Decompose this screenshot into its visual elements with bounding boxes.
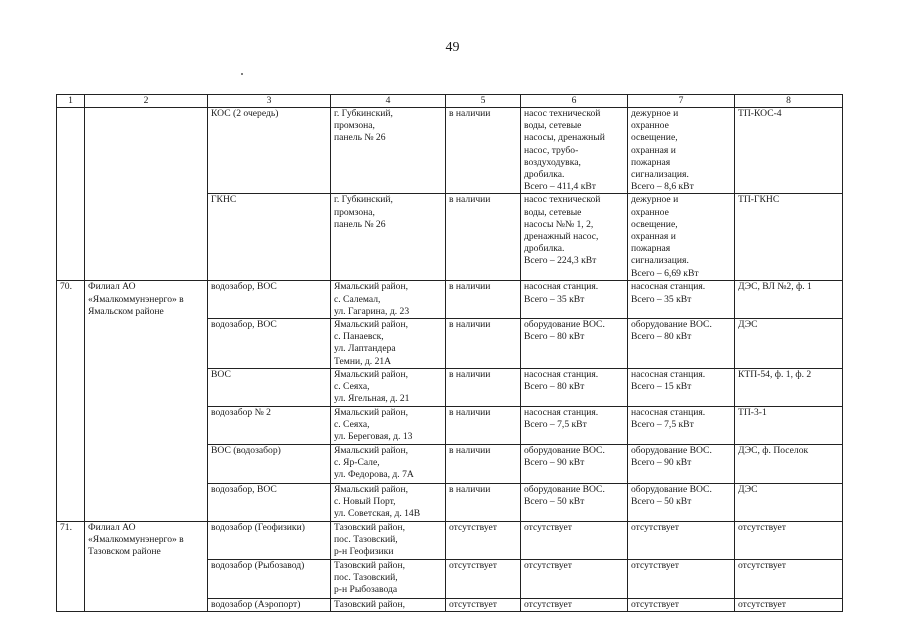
availability-cell: в наличии <box>446 407 521 445</box>
equipment-cell: насос технической воды, сетевые насосы №№ 1, 2, дренажный насос, дробилка. Всего – 224,3 кВт <box>521 194 628 281</box>
equipment-cell: насосная станция. Всего – 80 кВт <box>521 369 628 407</box>
column-number: 1 <box>57 95 85 108</box>
organization-cell: Филиал АО «Ямалкоммунэнерго» в Тазовском районе <box>85 522 208 612</box>
facility-cell: КОС (2 очередь) <box>208 108 331 194</box>
reserve-equipment-cell: насосная станция. Всего – 15 кВт <box>628 369 735 407</box>
reserve-equipment-cell: оборудование ВОС. Всего – 50 кВт <box>628 484 735 522</box>
power-source-cell: отсутствует <box>735 599 843 612</box>
reserve-equipment-cell: оборудование ВОС. Всего – 80 кВт <box>628 319 735 369</box>
address-cell: Тазовский район, пос. Тазовский, р-н Рыбозавода <box>331 560 446 599</box>
availability-cell: в наличии <box>446 484 521 522</box>
data-table <box>56 94 843 612</box>
page-number: 49 <box>445 40 460 55</box>
table-row <box>57 108 843 194</box>
column-number: 2 <box>85 95 208 108</box>
availability-cell: в наличии <box>446 445 521 484</box>
power-source-cell: КТП-54, ф. 1, ф. 2 <box>735 369 843 407</box>
availability-cell: в наличии <box>446 108 521 194</box>
equipment-cell: насосная станция. Всего – 35 кВт <box>521 281 628 319</box>
facility-cell: водозабор, ВОС <box>208 319 331 369</box>
address-cell: г. Губкинский, промзона, панель № 26 <box>331 194 446 281</box>
power-source-cell: ТП-КОС-4 <box>735 108 843 194</box>
power-source-cell: ТП-ГКНС <box>735 194 843 281</box>
availability-cell: отсутствует <box>446 560 521 599</box>
address-cell: Тазовский район, пос. Тазовский, р-н Геофизики <box>331 522 446 560</box>
facility-cell: ГКНС <box>208 194 331 281</box>
power-source-cell: отсутствует <box>735 560 843 599</box>
facility-cell: водозабор (Рыбозавод) <box>208 560 331 599</box>
equipment-cell: отсутствует <box>521 599 628 612</box>
facility-cell: водозабор (Геофизики) <box>208 522 331 560</box>
facility-cell: водозабор, ВОС <box>208 281 331 319</box>
reserve-equipment-cell: отсутствует <box>628 560 735 599</box>
facility-cell: водозабор (Аэропорт) <box>208 599 331 612</box>
availability-cell: в наличии <box>446 319 521 369</box>
power-source-cell: ТП-3-1 <box>735 407 843 445</box>
availability-cell: в наличии <box>446 369 521 407</box>
address-cell: Ямальский район, с. Новый Порт, ул. Советская, д. 14В <box>331 484 446 522</box>
organization-cell <box>85 108 208 281</box>
power-source-cell: ДЭС, ф. Поселок <box>735 445 843 484</box>
availability-cell: в наличии <box>446 194 521 281</box>
reserve-equipment-cell: оборудование ВОС. Всего – 90 кВт <box>628 445 735 484</box>
facility-cell: водозабор № 2 <box>208 407 331 445</box>
reserve-equipment-cell: дежурное и охранное освещение, охранная и пожарная сигнализация. Всего – 6,69 кВт <box>628 194 735 281</box>
availability-cell: в наличии <box>446 281 521 319</box>
address-cell: Ямальский район, с. Сеяха, ул. Береговая, д. 13 <box>331 407 446 445</box>
column-number: 5 <box>446 95 521 108</box>
reserve-equipment-cell: насосная станция. Всего – 7,5 кВт <box>628 407 735 445</box>
equipment-cell: отсутствует <box>521 522 628 560</box>
item-number <box>57 108 85 281</box>
power-source-cell: ДЭС, ВЛ №2, ф. 1 <box>735 281 843 319</box>
table-header <box>57 95 843 108</box>
facility-cell: водозабор, ВОС <box>208 484 331 522</box>
organization-cell: Филиал АО «Ямалкоммунэнерго» в Ямальском районе <box>85 281 208 522</box>
power-source-cell: отсутствует <box>735 522 843 560</box>
table-row <box>57 522 843 560</box>
table-row <box>57 281 843 319</box>
reserve-equipment-cell: насосная станция. Всего – 35 кВт <box>628 281 735 319</box>
column-number: 8 <box>735 95 843 108</box>
equipment-cell: оборудование ВОС. Всего – 90 кВт <box>521 445 628 484</box>
item-number: 71. <box>57 522 85 612</box>
address-cell: Тазовский район, <box>331 599 446 612</box>
equipment-cell: отсутствует <box>521 560 628 599</box>
column-number: 3 <box>208 95 331 108</box>
power-source-cell: ДЭС <box>735 484 843 522</box>
address-cell: г. Губкинский, промзона, панель № 26 <box>331 108 446 194</box>
equipment-cell: оборудование ВОС. Всего – 80 кВт <box>521 319 628 369</box>
column-number: 6 <box>521 95 628 108</box>
address-cell: Ямальский район, с. Салемал, ул. Гагарина, д. 23 <box>331 281 446 319</box>
equipment-cell: насос технической воды, сетевые насосы, дренажный насос, трубо- воздуходувка, дробилка. Всего – 411,4 кВт <box>521 108 628 194</box>
facility-cell: ВОС (водозабор) <box>208 445 331 484</box>
table-body <box>57 108 843 612</box>
address-cell: Ямальский район, с. Сеяха, ул. Ягельная, д. 21 <box>331 369 446 407</box>
item-number: 70. <box>57 281 85 522</box>
availability-cell: отсутствует <box>446 522 521 560</box>
reserve-equipment-cell: отсутствует <box>628 599 735 612</box>
reserve-equipment-cell: дежурное и охранное освещение, охранная и пожарная сигнализация. Всего – 8,6 кВт <box>628 108 735 194</box>
equipment-cell: оборудование ВОС. Всего – 50 кВт <box>521 484 628 522</box>
column-number: 4 <box>331 95 446 108</box>
reserve-equipment-cell: отсутствует <box>628 522 735 560</box>
address-cell: Ямальский район, с. Панаевск, ул. Лаптандера Темни, д. 21А <box>331 319 446 369</box>
availability-cell: отсутствует <box>446 599 521 612</box>
equipment-cell: насосная станция. Всего – 7,5 кВт <box>521 407 628 445</box>
column-number: 7 <box>628 95 735 108</box>
scan-speck <box>241 73 243 75</box>
power-source-cell: ДЭС <box>735 319 843 369</box>
address-cell: Ямальский район, с. Яр-Сале, ул. Федорова, д. 7А <box>331 445 446 484</box>
facility-cell: ВОС <box>208 369 331 407</box>
